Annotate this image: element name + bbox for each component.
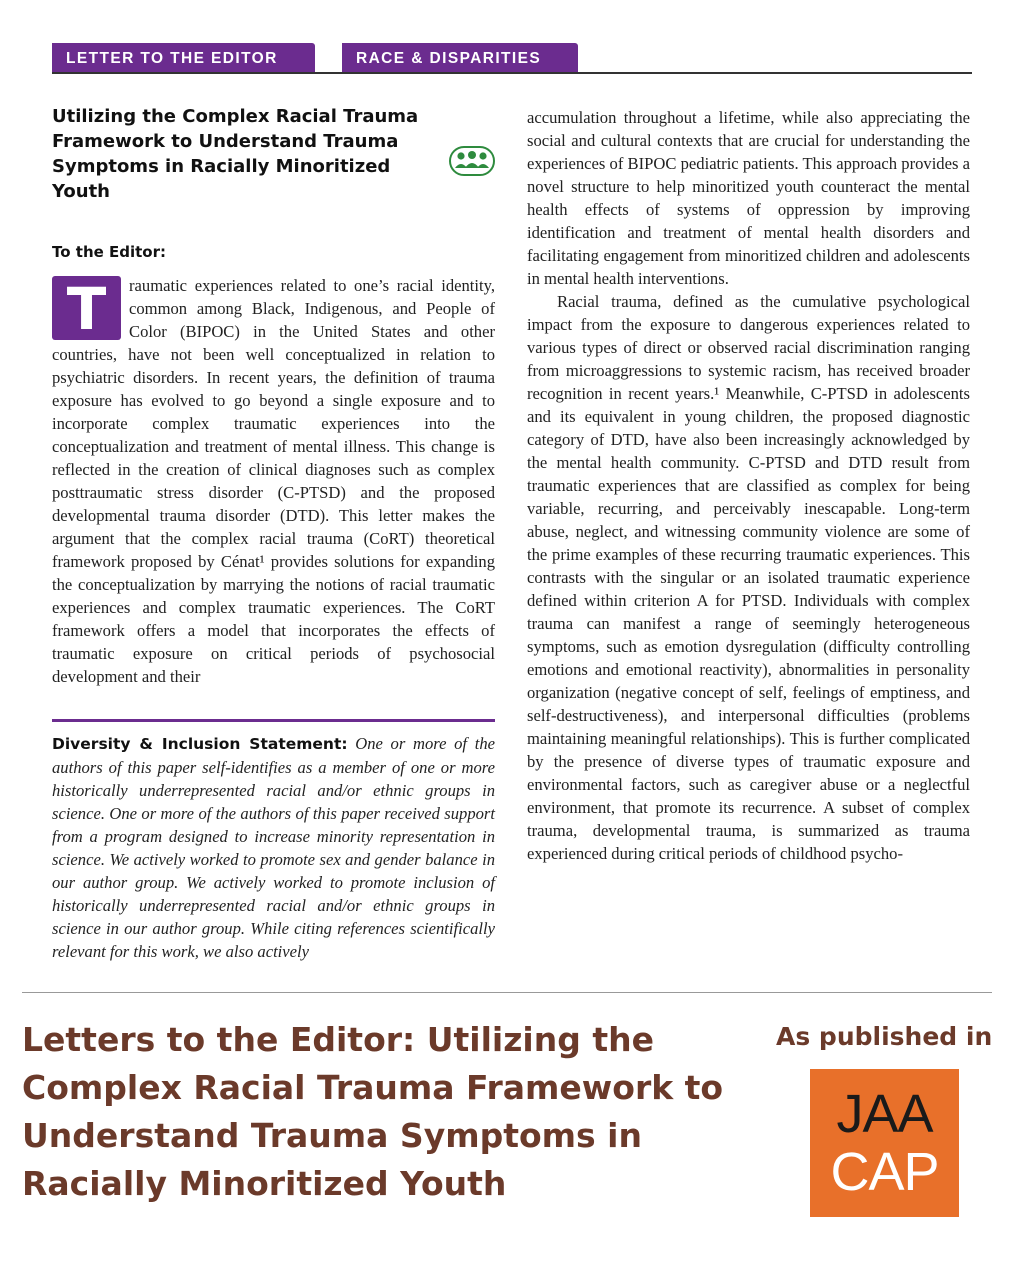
article-title bbox=[52, 104, 452, 204]
diversity-statement bbox=[52, 732, 495, 963]
caption-title: Letters to the Editor: Utilizing the Complex Racial Trauma Framework to Understand Trauma Symptoms in Racially Minoritized Youth bbox=[22, 1020, 724, 1203]
caption-divider bbox=[22, 992, 992, 993]
diversity-statement-text: One or more of the authors of this paper self-identifies as a member of one or more historically underrepresented racial and/or ethnic groups in science. One or more of the authors of this paper received support from a program designed to increase minority representation in science. We actively worked to promote sex and gender balance in our author group. We actively worked to promote inclusion of historically underrepresented racial and/or ethnic groups in science in our author group. While citing references scientifically relevant for this work, we also actively bbox=[52, 734, 495, 961]
right-column bbox=[527, 106, 970, 865]
drop-cap: T bbox=[52, 276, 121, 340]
tab-letter-to-editor: LETTER TO THE EDITOR bbox=[52, 43, 315, 72]
published-in-label: As published in bbox=[776, 1022, 993, 1051]
statement-divider bbox=[52, 719, 495, 722]
continued-paragraph: accumulation throughout a lifetime, while also appreciating the social and cultural contexts that are crucial for understanding the experiences of BIPOC pediatric patients. This approach provides a novel structure to help minoritized youth counteract the mental health effects of systems of oppression by improving identification and treatment of mental health disorders and facilitating engagement from minoritized children and adolescents in mental health interventions. bbox=[527, 108, 970, 288]
jaacap-logo bbox=[810, 1069, 959, 1217]
opening-paragraph bbox=[52, 274, 495, 688]
diversity-statement-label: Diversity & Inclusion Statement: bbox=[52, 735, 348, 753]
article-title-text: Utilizing the Complex Racial Trauma Framework to Understand Trauma Symptoms in Racially Minoritized Youth bbox=[52, 106, 419, 202]
salutation: To the Editor: bbox=[52, 243, 167, 261]
left-column bbox=[52, 104, 495, 688]
tab-race-disparities: RACE & DISPARITIES bbox=[342, 43, 578, 72]
racial-trauma-paragraph: Racial trauma, defined as the cumulative psychological impact from the exposure to dangerous experiences related to various types of direct or observed racial discrimination ranging from microaggressions to systemic racism, has received broader recognition in recent years.¹ Meanwhile, C-PTSD in adolescents and its equivalent in young children, the proposed diagnostic category of DTD, have also been increasingly acknowledged by the mental health community. C-PTSD and DTD result from traumatic experiences that are classified as complex for being variable, recurring, and perceivably inescapable. Long-term abuse, neglect, and witnessing community violence are some of the prime examples of these recurring traumatic experiences. This contrasts with the singular or an isolated traumatic experience defined within criterion A for PTSD. Individuals with complex trauma can manifest a range of seemingly heterogeneous symptoms, such as emotion dysregulation (difficulty controlling emotions and emotional reactivity), abnormalities in personality organization (negative concept of self, feelings of emptiness, and self-destructiveness), and interpersonal difficulties (problems maintaining meaningful relationships). This is further complicated by the presence of diverse types of traumatic exposure and environmental factors, such as caregiver abuse or a neglectful environment, that promote its recurrence. A subset of complex trauma, developmental trauma, is summarized as trauma experienced during critical periods of childhood psycho- bbox=[527, 292, 970, 863]
logo-line-2: CAP bbox=[830, 1142, 939, 1202]
section-tabs bbox=[52, 43, 972, 73]
opening-paragraph-text: raumatic experiences related to one’s racial identity, common among Black, Indigenous, and People of Color (BIPOC) in the United States and other countries, have not been well conceptualized in relation to psychiatric disorders. In recent years, the definition of trauma exposure has evolved to go beyond a single exposure and to incorporate complex traumatic experiences into the conceptualization and treatment of mental illness. This change is reflected in the creation of clinical diagnoses such as complex posttraumatic stress disorder (C-PTSD) and the proposed developmental trauma disorder (DTD). This letter makes the argument that the complex racial trauma (CoRT) theoretical framework proposed by Cénat¹ provides solutions for expanding the conceptualization by marrying the notions of racial traumatic experiences and complex traumatic experiences. The CoRT framework offers a model that incorporates the effects of traumatic exposure on critical periods of psychosocial development and their bbox=[52, 276, 495, 686]
logo-line-1: JAA bbox=[836, 1084, 933, 1144]
group-people-icon bbox=[449, 146, 495, 176]
header-rule bbox=[52, 72, 972, 74]
